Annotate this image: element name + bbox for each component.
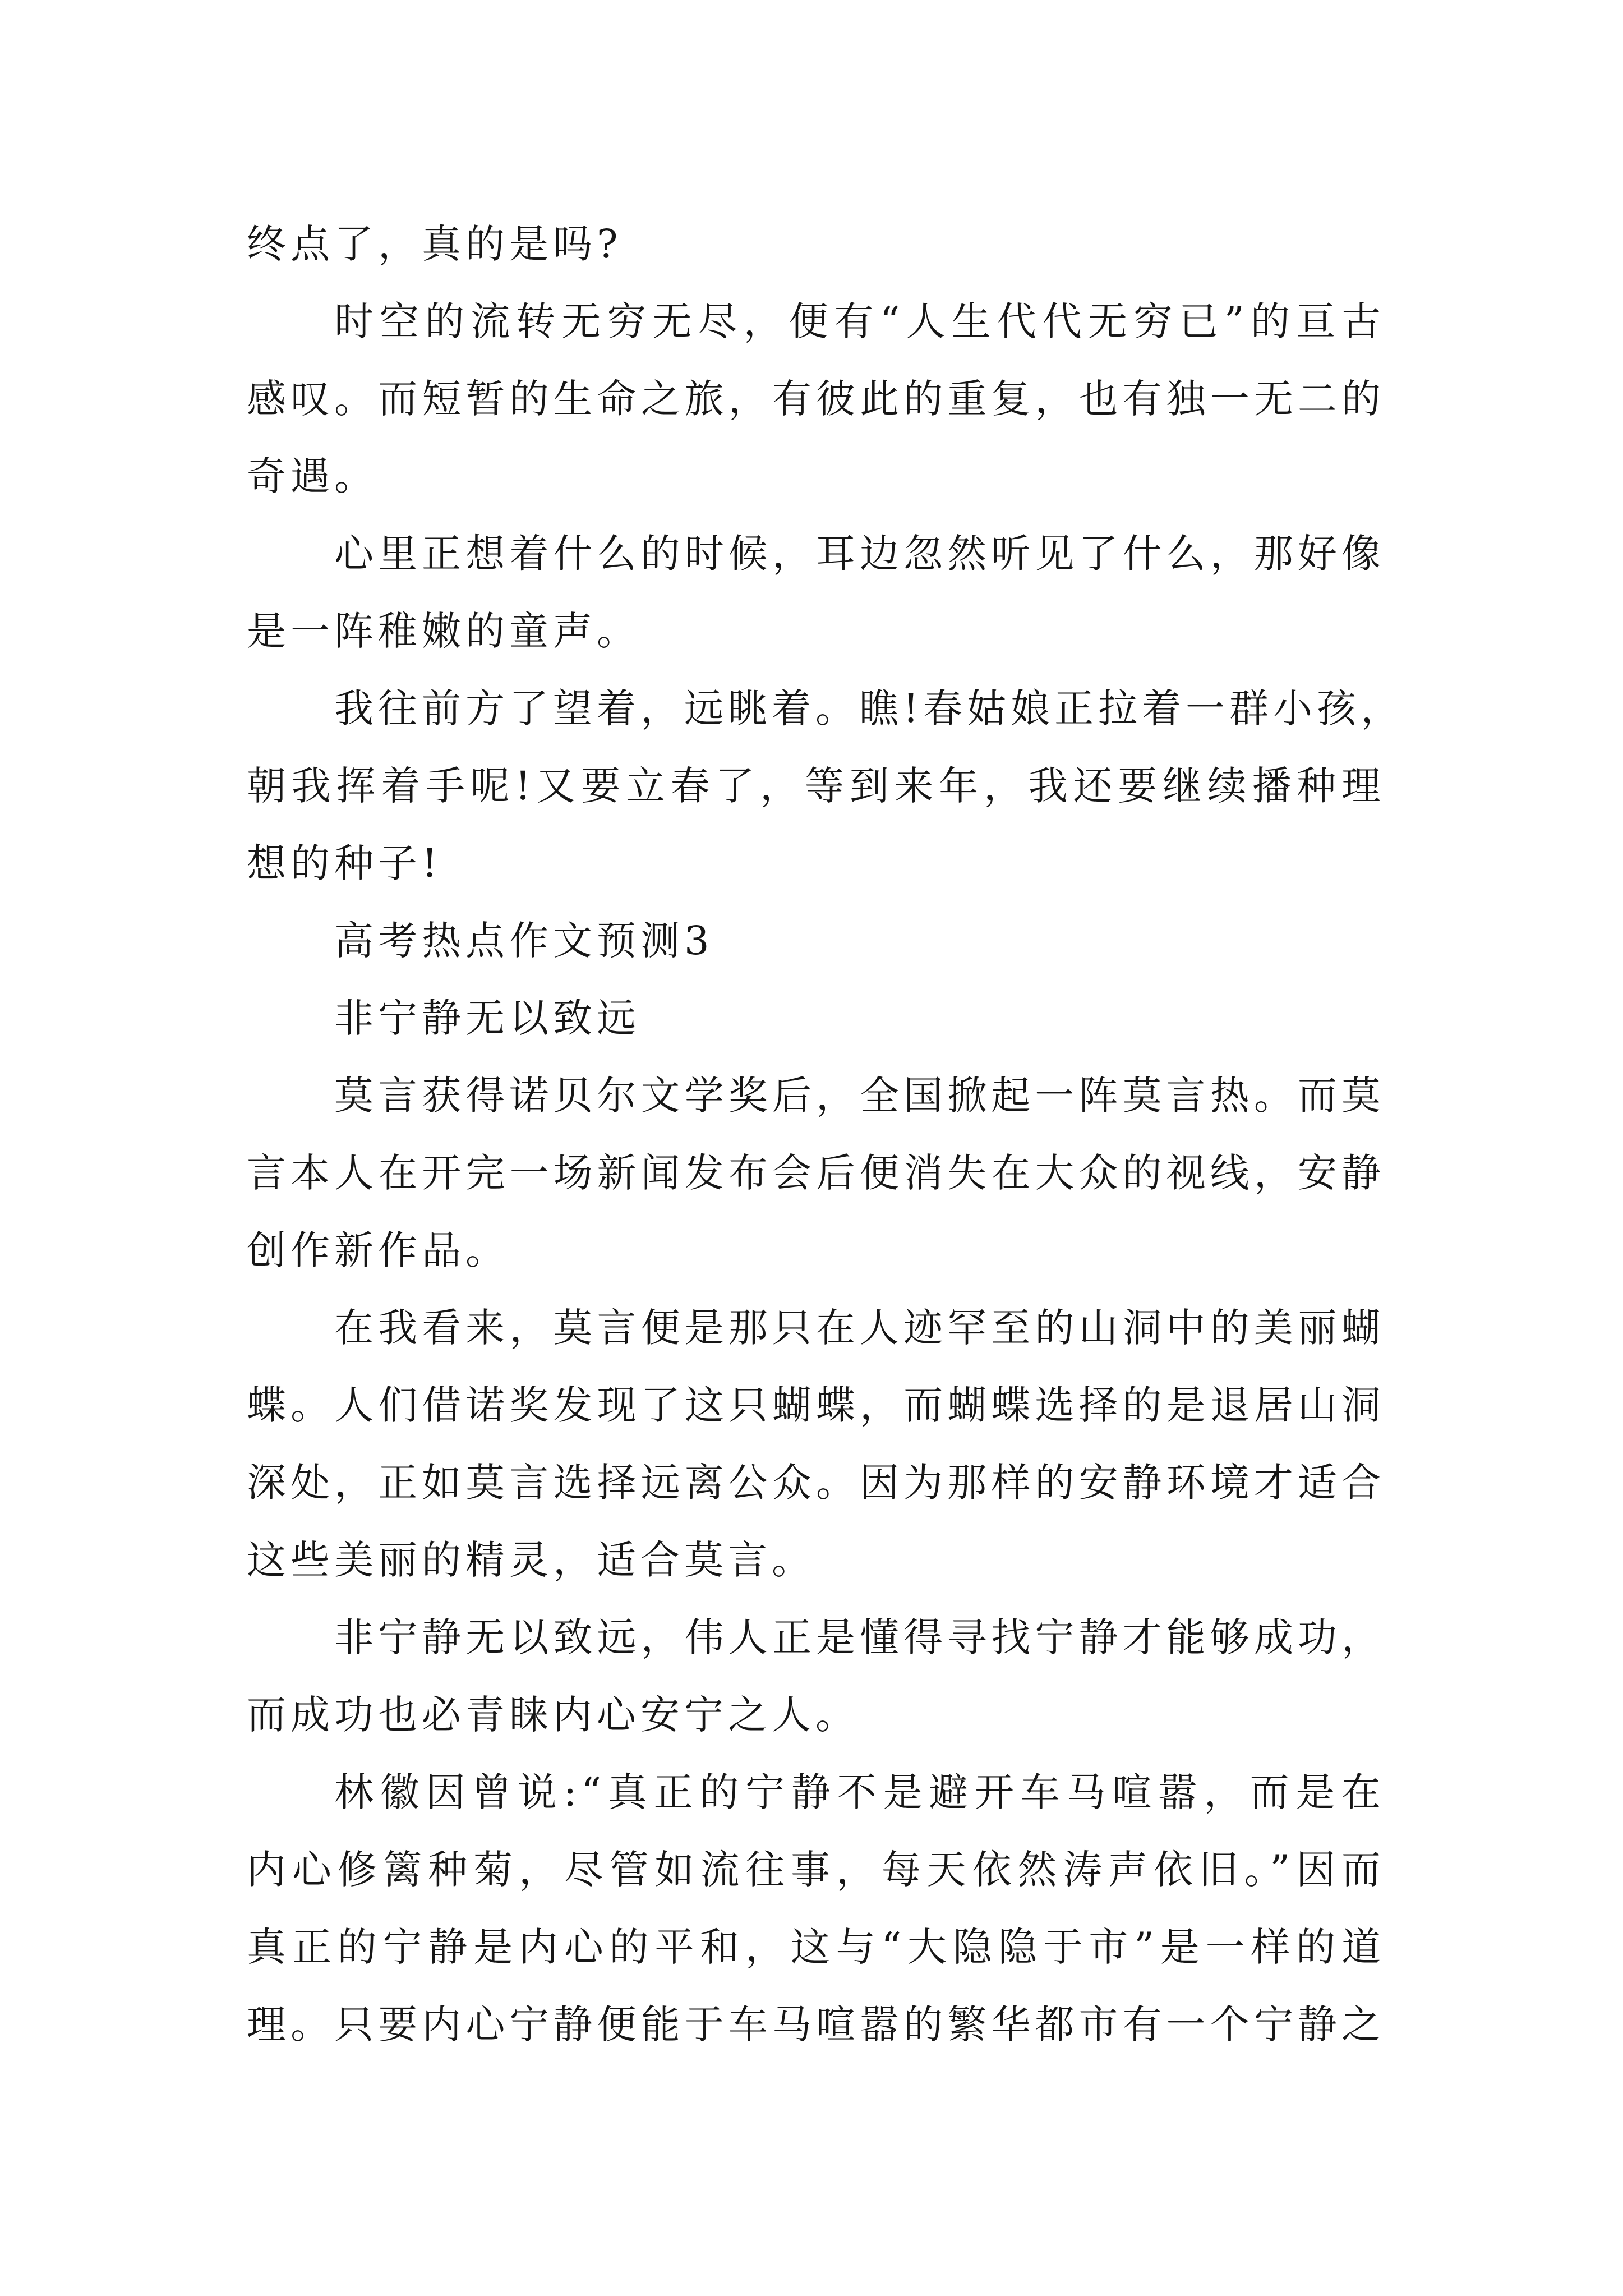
text-line: 是一阵稚嫩的童声。 bbox=[247, 608, 640, 654]
text-line: 林徽因曾说:“真正的宁静不是避开车马喧嚣，而是在 bbox=[334, 1769, 1385, 1815]
essay-title: 非宁静无以致远 bbox=[334, 995, 640, 1041]
text-line: 我往前方了望着，远眺着。瞧!春姑娘正拉着一群小孩， bbox=[334, 685, 1405, 731]
document-page bbox=[247, 205, 1405, 2063]
text-line: 心里正想着什么的时候，耳边忽然听见了什么，那好像 bbox=[334, 531, 1385, 577]
text-line: 感叹。而短暂的生命之旅，有彼此的重复，也有独一无二的 bbox=[247, 376, 1385, 422]
text-line: 创作新作品。 bbox=[247, 1227, 509, 1273]
text-line: 在我看来，莫言便是那只在人迹罕至的山洞中的美丽蝴 bbox=[334, 1305, 1385, 1351]
section-title: 高考热点作文预测3 bbox=[334, 918, 714, 964]
text-line: 时空的流转无穷无尽，便有“人生代代无穷已”的亘古 bbox=[334, 298, 1385, 344]
text-line: 终点了，真的是吗? bbox=[247, 221, 623, 267]
text-line: 言本人在开完一场新闻发布会后便消失在大众的视线，安静 bbox=[247, 1150, 1385, 1196]
text-line: 深处，正如莫言选择远离公众。因为那样的安静环境才适合 bbox=[247, 1460, 1385, 1506]
text-line: 蝶。人们借诺奖发现了这只蝴蝶，而蝴蝶选择的是退居山洞 bbox=[247, 1382, 1385, 1428]
text-line: 这些美丽的精灵，适合莫言。 bbox=[247, 1537, 815, 1583]
text-line: 理。只要内心宁静便能于车马喧嚣的繁华都市有一个宁静之 bbox=[247, 2001, 1385, 2047]
text-line: 内心修篱种菊，尽管如流往事，每天依然涛声依旧。”因而 bbox=[247, 1847, 1385, 1893]
text-line: 想的种子! bbox=[247, 840, 442, 886]
text-line: 朝我挥着手呢!又要立春了，等到来年，我还要继续播种理 bbox=[247, 763, 1385, 809]
text-line: 真正的宁静是内心的平和，这与“大隐隐于市”是一样的道 bbox=[247, 1924, 1385, 1970]
text-line: 莫言获得诺贝尔文学奖后，全国掀起一阵莫言热。而莫 bbox=[334, 1073, 1385, 1119]
text-line: 奇遇。 bbox=[247, 453, 378, 499]
text-line: 非宁静无以致远，伟人正是懂得寻找宁静才能够成功， bbox=[334, 1614, 1385, 1660]
text-line: 而成功也必青睐内心安宁之人。 bbox=[247, 1692, 859, 1738]
